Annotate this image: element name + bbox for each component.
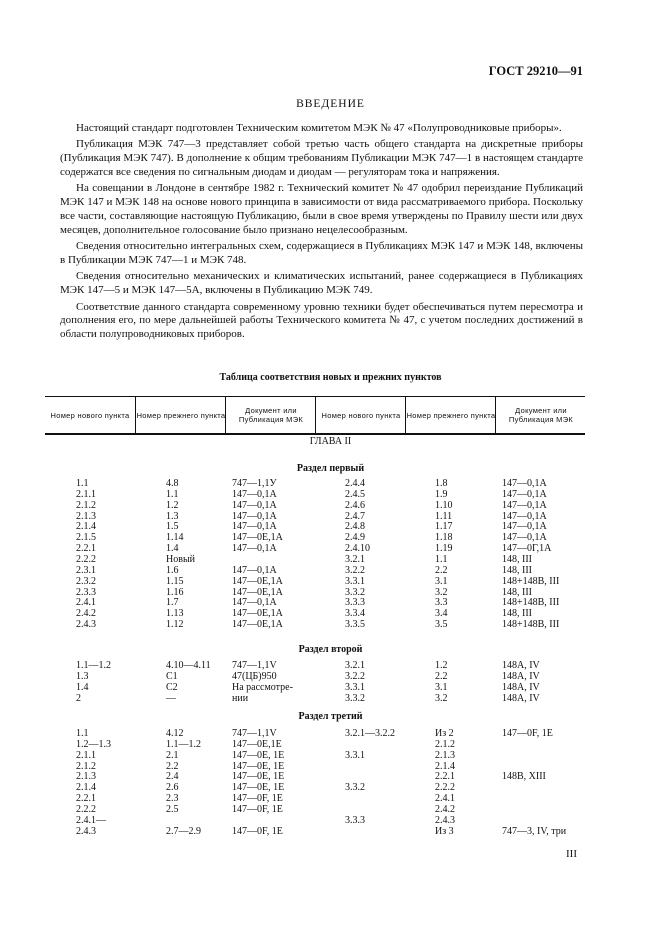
table-cell: 3.3.5 — [345, 619, 365, 631]
table-cell: 4.10—4.11 — [166, 660, 211, 671]
table-cell: 1.19 — [435, 543, 453, 555]
intro-paragraph: Настоящий стандарт подготовлен Техническим комитетом МЭК № 47 «Полупроводниковые приборы». — [76, 122, 562, 134]
table-cell: 148+148В, III — [502, 597, 560, 609]
table-cell: 147—0,1А — [502, 478, 547, 489]
table-row — [0, 671, 661, 682]
table-cell: 3.3.4 — [345, 608, 365, 620]
table-cell: 148, III — [502, 553, 532, 565]
table-cell: 4.12 — [166, 728, 184, 739]
table-cell: 2.2 — [435, 670, 448, 682]
table-row — [0, 521, 661, 532]
table-cell: 1.1 — [166, 488, 179, 500]
table-cell: 147—0Г,1А — [502, 543, 552, 555]
table-cell: 3.4 — [435, 608, 448, 620]
header-new-item: Номер нового пункта — [315, 397, 406, 433]
intro-paragraph: Сведения относительно механических и климатических испытаний, ранее содержащиеся в Публикациях МЭК 147—5 и МЭК 147—5А, включены в Публикацию МЭК 749. — [60, 270, 583, 297]
table-row — [0, 750, 661, 761]
table-row — [0, 500, 661, 511]
table-cell: 2.2.2 — [76, 803, 96, 815]
table-cell: Из 3 — [435, 825, 454, 837]
table-cell: 3.1 — [435, 681, 448, 693]
table-row — [0, 576, 661, 587]
table-cell: 2.2 — [166, 760, 179, 772]
table-row — [0, 660, 661, 671]
table-cell: 3.3.1 — [345, 681, 365, 693]
table-cell: 3.2.1 — [345, 553, 365, 565]
table-cell: 2.1.2 — [76, 760, 96, 772]
table-cell: 2.2 — [435, 564, 448, 576]
table-cell: 2.4.2 — [76, 608, 96, 620]
table-cell: 1.5 — [166, 521, 179, 533]
table-cell: 2.1 — [166, 749, 179, 761]
table-cell: 747—1,1V — [232, 728, 277, 739]
table-cell: 2.4.2 — [435, 803, 455, 815]
intro-title: ВВЕДЕНИЕ — [296, 98, 365, 110]
table-row — [0, 511, 661, 522]
table-cell: 2.4.1 — [76, 597, 96, 609]
table-cell: 147—0,1А — [232, 597, 277, 609]
table-cell: 2.3.1 — [76, 564, 96, 576]
table-cell: 3.2 — [435, 692, 448, 704]
table-cell: 3.3.2 — [345, 692, 365, 704]
table-cell: 1.9 — [435, 488, 448, 500]
intro-paragraph: Публикация МЭК 747—3 представляет собой третью часть общего стандарта на дискретные приборы (Публикация МЭК 747). В дополнение к общим требованиям Публикации МЭК 747—1 в настоящем стандарте содержатся все сведения по сигнальным диодам и диодам — регуляторам тока и напряжения. — [60, 138, 583, 178]
table-cell: 747—1,1У — [232, 478, 277, 489]
table-cell: 147—0Е,1А — [232, 608, 283, 620]
table-cell: 2.1.2 — [435, 738, 455, 750]
header-document: Документ или Публикация МЭК — [225, 397, 316, 433]
table-cell: 3.5 — [435, 619, 448, 631]
intro-paragraph: Сведения относительно интегральных схем, содержащиеся в Публикациях МЭК 147 и МЭК 148, включены в Публикации МЭК 747—1 и МЭК 748. — [60, 240, 583, 266]
table-cell: 2.4.1 — [435, 793, 455, 805]
table-cell: 3.3 — [435, 597, 448, 609]
intro-text — [60, 122, 583, 345]
section-title: Раздел первый — [296, 463, 365, 474]
table-cell: 1.6 — [166, 564, 179, 576]
table-cell: 2.2.2 — [435, 782, 455, 794]
table-row — [0, 693, 661, 704]
table-cell: 3.3.2 — [345, 586, 365, 598]
table-cell: Новый — [166, 553, 196, 565]
table-cell: 148, III — [502, 564, 532, 576]
chapter-title: ГЛАВА II — [309, 436, 352, 447]
table-cell: 2.4.7 — [345, 510, 365, 522]
table-cell: 148А, IV — [502, 692, 540, 704]
table-cell: 1.14 — [166, 532, 184, 544]
table-row — [0, 804, 661, 815]
header-old-item: Номер прежнего пункта — [135, 397, 226, 433]
table-cell: 2.4.10 — [345, 543, 370, 555]
table-cell: 1.1 — [435, 553, 448, 565]
table-row — [0, 826, 661, 837]
table-row — [0, 739, 661, 750]
table-cell: 1.17 — [435, 521, 453, 533]
table-cell: 147—0,1А — [502, 510, 547, 522]
table-cell: 148, III — [502, 586, 532, 598]
table-cell: 2.1.5 — [76, 532, 96, 544]
table-row — [0, 619, 661, 630]
page-number: III — [566, 848, 577, 860]
section-title: Раздел второй — [298, 644, 363, 655]
table-cell: 2.4.3 — [76, 825, 96, 837]
table-cell: 148А, IV — [502, 660, 540, 671]
table-cell: 2.1.3 — [435, 749, 455, 761]
table-cell: 2.1.1 — [76, 488, 96, 500]
table-cell: 2.1.1 — [76, 749, 96, 761]
table-row — [0, 771, 661, 782]
table-cell: нии — [232, 692, 249, 704]
table-cell: 2.4 — [166, 771, 179, 783]
table-cell: 3.3.2 — [345, 782, 365, 794]
table-cell: 2.4.1— — [76, 814, 106, 826]
intro-paragraph: На совещании в Лондоне в сентябре 1982 г. Технический комитет № 47 одобрил переиздание Публикаций МЭК 147 и МЭК 148 на основе нового принципа в зависимости от вида рассматриваемого прибора. Поскольку все части, составляющие настоящую Публикацию, были в свое время утверждены по Правилу шести или двух месяцев, дополнительное голосование было признано нецелесообразным. — [60, 182, 583, 236]
table-cell: 4.8 — [166, 478, 179, 489]
table-cell: 2.4.5 — [345, 488, 365, 500]
table-cell: 147—0Е, 1Е — [232, 760, 285, 772]
table-cell: 1.7 — [166, 597, 179, 609]
table-cell: 2.2.1 — [76, 543, 96, 555]
table-cell: 2.1.2 — [76, 499, 96, 511]
table-cell: 2.2.1 — [76, 793, 96, 805]
table-cell: 147—0,1А — [502, 499, 547, 511]
table-cell: С2 — [166, 681, 178, 693]
table-cell: 747—1,1V — [232, 660, 277, 671]
table-cell: 3.3.3 — [345, 597, 365, 609]
table-caption: Таблица соответствия новых и прежних пунктов — [219, 372, 442, 383]
table-row — [0, 682, 661, 693]
table-cell: 147—0Е,1А — [232, 619, 283, 631]
table-cell: 3.2.2 — [345, 670, 365, 682]
table-cell: 147—0,1А — [502, 532, 547, 544]
table-cell: 1.8 — [435, 478, 448, 489]
table-cell: 3.2.1 — [345, 660, 365, 671]
table-cell: 148+148В, III — [502, 575, 560, 587]
table-row — [0, 782, 661, 793]
table-cell: 1.10 — [435, 499, 453, 511]
table-cell: 2.1.4 — [76, 782, 96, 794]
table-cell: 1.1—1.2 — [166, 738, 201, 750]
table-cell: — — [166, 692, 176, 704]
table-cell: 1.16 — [166, 586, 184, 598]
table-cell: 147—0,1А — [232, 499, 277, 511]
table-cell: 1.13 — [166, 608, 184, 620]
table-cell: 2.4.4 — [345, 478, 365, 489]
table-row — [0, 565, 661, 576]
table-cell: 1.2 — [166, 499, 179, 511]
table-cell: 148В, XIII — [502, 771, 546, 783]
table-cell: 2.4.8 — [345, 521, 365, 533]
table-cell: 2.7—2.9 — [166, 825, 201, 837]
table-cell: 2.3.2 — [76, 575, 96, 587]
table-cell: 1.4 — [76, 681, 89, 693]
table-cell: 147—0Е,1А — [232, 575, 283, 587]
table-cell: 2.3 — [166, 793, 179, 805]
table-cell: 2.4.6 — [345, 499, 365, 511]
table-cell: 747—3, IV, три — [502, 825, 567, 837]
table-cell: 147—0,1А — [232, 488, 277, 500]
table-cell: 147—0Е,1Е — [232, 738, 282, 750]
table-cell: 1.1 — [76, 728, 89, 739]
table-row — [0, 815, 661, 826]
table-cell: 1.12 — [166, 619, 184, 631]
document-code: ГОСТ 29210—91 — [488, 64, 583, 78]
table-row — [0, 478, 661, 489]
table-cell: 147—0Е, 1Е — [232, 782, 285, 794]
table-cell: 147—0,1А — [232, 521, 277, 533]
table-cell: 3.3.1 — [345, 575, 365, 587]
table-cell: 1.2—1.3 — [76, 738, 111, 750]
table-cell: 2.6 — [166, 782, 179, 794]
table-cell: 2.4.3 — [76, 619, 96, 631]
table-cell: 148, III — [502, 608, 532, 620]
table-cell: 1.3 — [76, 670, 89, 682]
table-cell: 1.2 — [435, 660, 448, 671]
table-cell: 2.2.2 — [76, 553, 96, 565]
table-cell: 3.2.1—3.2.2 — [345, 728, 395, 739]
table-cell: Из 2 — [435, 728, 454, 739]
table-cell: 147—0Е,1А — [232, 532, 283, 544]
table-cell: С1 — [166, 670, 178, 682]
section-title: Раздел третий — [298, 711, 363, 722]
table-cell: 2.3.3 — [76, 586, 96, 598]
table-cell: 3.2.2 — [345, 564, 365, 576]
table-cell: 2.2.1 — [435, 771, 455, 783]
table-cell: 3.3.3 — [345, 814, 365, 826]
table-cell: 147—0F, 1Е — [232, 803, 283, 815]
table-cell: 1.15 — [166, 575, 184, 587]
table-cell: 1.18 — [435, 532, 453, 544]
table-cell: 1.11 — [435, 510, 453, 522]
table-cell: 147—0Е, 1Е — [232, 749, 285, 761]
intro-paragraph: Соответствие данного стандарта современному уровню техники будет обеспечиваться путем пересмотра и дополнения его, по мере дальнейшей работы Технического комитета № 47, с учетом последних достижений в области полупроводниковых приборов. — [60, 300, 583, 341]
table-cell: 1.1—1.2 — [76, 660, 111, 671]
table-row — [0, 608, 661, 619]
table-cell: 148А, IV — [502, 670, 540, 682]
table-cell: 147—0,1А — [232, 510, 277, 522]
table-cell: 1.1 — [76, 478, 89, 489]
table-cell: 147—0Е,1А — [232, 586, 283, 598]
table-cell: 147—0Е, 1Е — [232, 771, 285, 783]
table-row — [0, 543, 661, 554]
table-cell: На рассмотре- — [232, 681, 293, 693]
table-cell: 2.1.4 — [435, 760, 455, 772]
table-cell: 2.1.4 — [76, 521, 96, 533]
table-row — [0, 761, 661, 772]
table-cell: 147—0F, 1Е — [232, 825, 283, 837]
table-row — [0, 554, 661, 565]
table-cell: 147—0F, 1Е — [232, 793, 283, 805]
table-cell: 3.3.1 — [345, 749, 365, 761]
table-row — [0, 489, 661, 500]
table-row — [0, 728, 661, 739]
table-cell: 47(ЦБ)950 — [232, 670, 277, 682]
table-row — [0, 532, 661, 543]
table-cell: 2.5 — [166, 803, 179, 815]
table-cell: 2.1.3 — [76, 771, 96, 783]
table-row — [0, 587, 661, 598]
table-cell: 2.1.3 — [76, 510, 96, 522]
table-cell: 3.1 — [435, 575, 448, 587]
table-row — [0, 597, 661, 608]
table-cell: 147—0F, 1Е — [502, 728, 553, 739]
table-cell: 148А, IV — [502, 681, 540, 693]
table-body — [0, 432, 661, 852]
table-cell: 1.4 — [166, 543, 179, 555]
table-cell: 147—0,1А — [502, 488, 547, 500]
table-header — [45, 396, 585, 435]
header-document: Документ или Публикация МЭК — [495, 397, 586, 433]
header-old-item: Номер прежнего пункта — [405, 397, 496, 433]
header-new-item: Номер нового пункта — [50, 410, 130, 420]
table-cell: 147—0,1А — [232, 564, 277, 576]
table-cell: 2 — [76, 692, 81, 704]
table-cell: 1.3 — [166, 510, 179, 522]
table-row — [0, 793, 661, 804]
table-cell: 2.4.9 — [345, 532, 365, 544]
table-cell: 147—0,1А — [232, 543, 277, 555]
table-cell: 147—0,1А — [502, 521, 547, 533]
table-cell: 3.2 — [435, 586, 448, 598]
table-cell: 148+148В, III — [502, 619, 560, 631]
table-cell: 2.4.3 — [435, 814, 455, 826]
